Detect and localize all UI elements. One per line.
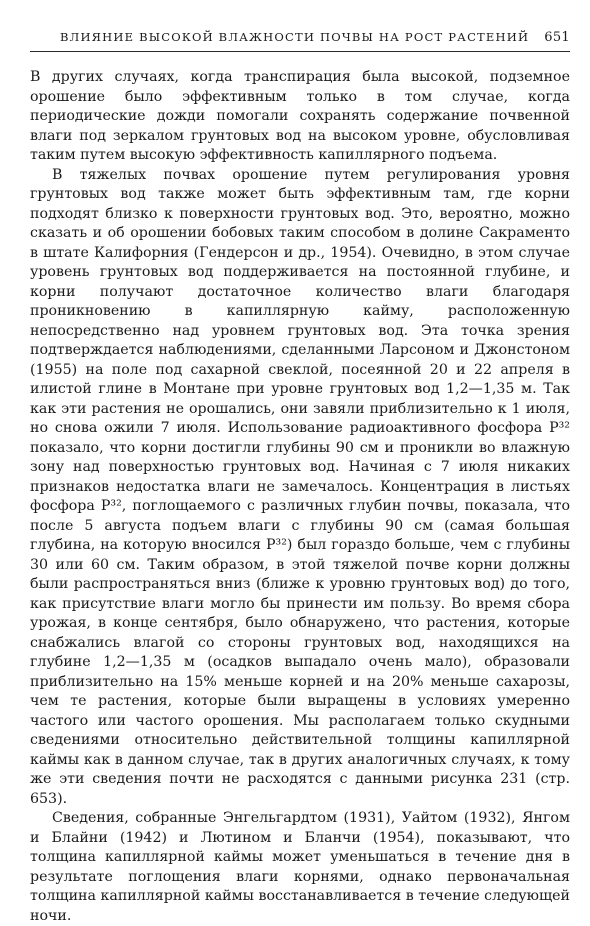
paragraph-2: В тяжелых почвах орошение путем регулирования уровня грунтовых вод также может быть эффективным там, где корни подходят близко к поверхности грунтовых вод. Это, вероятно, можно сказать и об орошении бобовых таким способом в долине Сакраменто в штате Калифорния (Гендерсон и др., 1954). Очевидно, в этом случае уровень грунтовых вод поддерживается на постоянной глубине, и корни получают достаточное количество влаги благодаря проникновению в капиллярную кайму, расположенную непосредственно над уровнем грунтовых вод. Эта точка зрения подтверждается наблюдениями, сделанными Ларсоном и Джонстоном (1955) на поле под сахарной свеклой, посеянной 20 и 22 апреля в илистой глине в Монтане при уровне грунтовых вод 1,2—1,35 м. Так как эти растения не орошались, они завяли приблизительно к 1 июля, но снова ожили 7 июля. Использование радиоактивного фосфора P³² показало, что корни достигли глубины 90 см и проникли во влажную зону над поверхностью грунтовых вод. Начиная с 7 июля никаких признаков недостатка влаги не замечалось. Концентрация в листьях фосфора P³², поглощаемого с различных глубин почвы, показала, что после 5 августа подъем влаги с глубины 90 см (самая большая глубина, на которую вносился P³²) был гораздо больше, чем с глубины 30 или 60 см. Таким образом, в этой тяжелой почве корни должны были распространяться вниз (ближе к уровню грунтовых вод) до того, как присутствие влаги могло бы принести им пользу. Во время сбора урожая, в конце сентября, было обнаружено, что растения, которые снабжались влагой со стороны грунтовых вод, находящихся на глубине 1,2—1,35 м (осадков выпадало очень мало), образовали приблизительно на 15% меньше корней и на 20% меньше сахарозы, чем те растения, которые были выращены в условиях умеренно частого или частого орошения. Мы располагаем только скудными сведениями относительно действительной толщины капиллярной каймы как в данном случае, так в других аналогичных случаях, к тому же эти сведения почти не расходятся с данными рисунка 231 (стр. 653). [30,166,570,807]
paragraph-3: Сведения, собранные Энгельгардтом (1931), Уайтом (1932), Янгом и Блайни (1942) и Лютином и Бланчи (1954), показывают, что толщина капиллярной каймы может уменьшаться в течение дня в результате поглощения влаги корнями, однако первоначальная толщина капиллярной каймы восстанавливается в течение следующей ночи. [30,810,570,924]
book-page [30,30,570,926]
running-header [30,30,570,52]
body-text [30,68,570,926]
page-number: 651 [544,30,570,45]
running-title: ВЛИЯНИЕ ВЫСОКОЙ ВЛАЖНОСТИ ПОЧВЫ НА РОСТ РАСТЕНИЙ [60,30,530,44]
paragraph-1: В других случаях, когда транспирация была высокой, подземное орошение было эффективным только в том случае, когда периодические дожди помогали сохранять содержание почвенной влаги под зеркалом грунтовых вод на высоком уровне, обусловливая таким путем высокую эффективность капиллярного подъема. [30,69,570,163]
